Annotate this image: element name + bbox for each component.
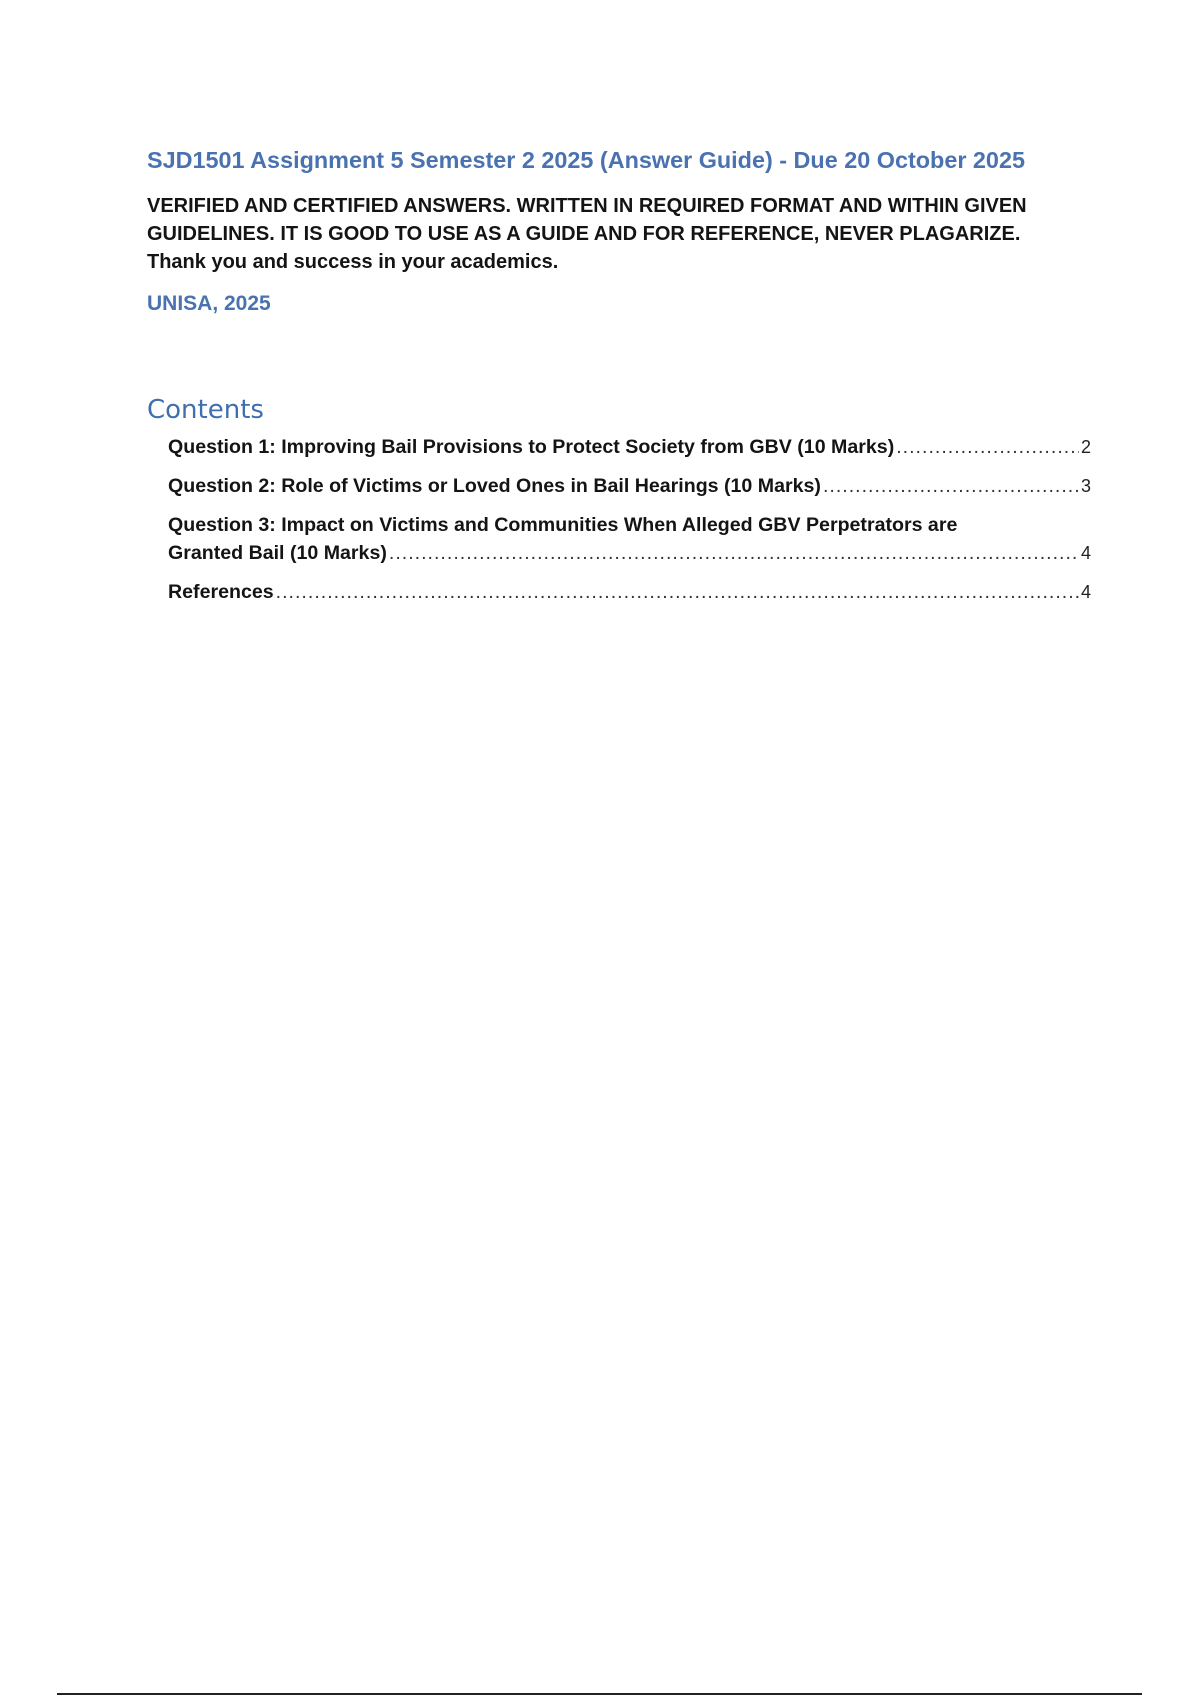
toc-page-number: 2 xyxy=(1080,437,1091,457)
toc-entry-label: Question 1: Improving Bail Provisions to Protect Society from GBV (10 Marks) xyxy=(168,436,895,458)
document-title: SJD1501 Assignment 5 Semester 2 2025 (Answer Guide) - Due 20 October 2025 xyxy=(147,147,1025,173)
toc-dot-leader xyxy=(823,472,1079,500)
table-of-contents xyxy=(168,430,1091,606)
institution-year: UNISA, 2025 xyxy=(147,292,271,315)
toc-entry-label: Question 2: Role of Victims or Loved Ones in Bail Hearings (10 Marks) xyxy=(168,475,821,497)
toc-entry-question-1[interactable] xyxy=(168,433,1091,461)
toc-entry-label-line-1: Question 3: Impact on Victims and Communities When Alleged GBV Perpetrators are xyxy=(168,514,958,536)
disclaimer-notice: VERIFIED AND CERTIFIED ANSWERS. WRITTEN IN REQUIRED FORMAT AND WITHIN GIVEN GUIDELINES. IT IS GOOD TO USE AS A GUIDE AND FOR REFERENCE, NEVER PLAGARIZE. Thank you and success in your academics. xyxy=(147,195,1027,273)
toc-page-number: 4 xyxy=(1080,543,1091,563)
toc-entry-question-3[interactable] xyxy=(168,511,1091,567)
contents-heading: Contents xyxy=(147,395,264,425)
toc-page-number: 3 xyxy=(1080,476,1091,496)
toc-entry-question-2[interactable] xyxy=(168,472,1091,500)
toc-page-number: 4 xyxy=(1080,582,1091,602)
toc-dot-leader xyxy=(389,539,1079,567)
footer-divider xyxy=(57,1693,1142,1695)
toc-entry-label-line-2: Granted Bail (10 Marks) xyxy=(168,542,387,564)
toc-dot-leader xyxy=(276,578,1079,606)
toc-dot-leader xyxy=(896,433,1079,461)
toc-entry-label: References xyxy=(168,581,274,603)
toc-entry-references[interactable] xyxy=(168,578,1091,606)
